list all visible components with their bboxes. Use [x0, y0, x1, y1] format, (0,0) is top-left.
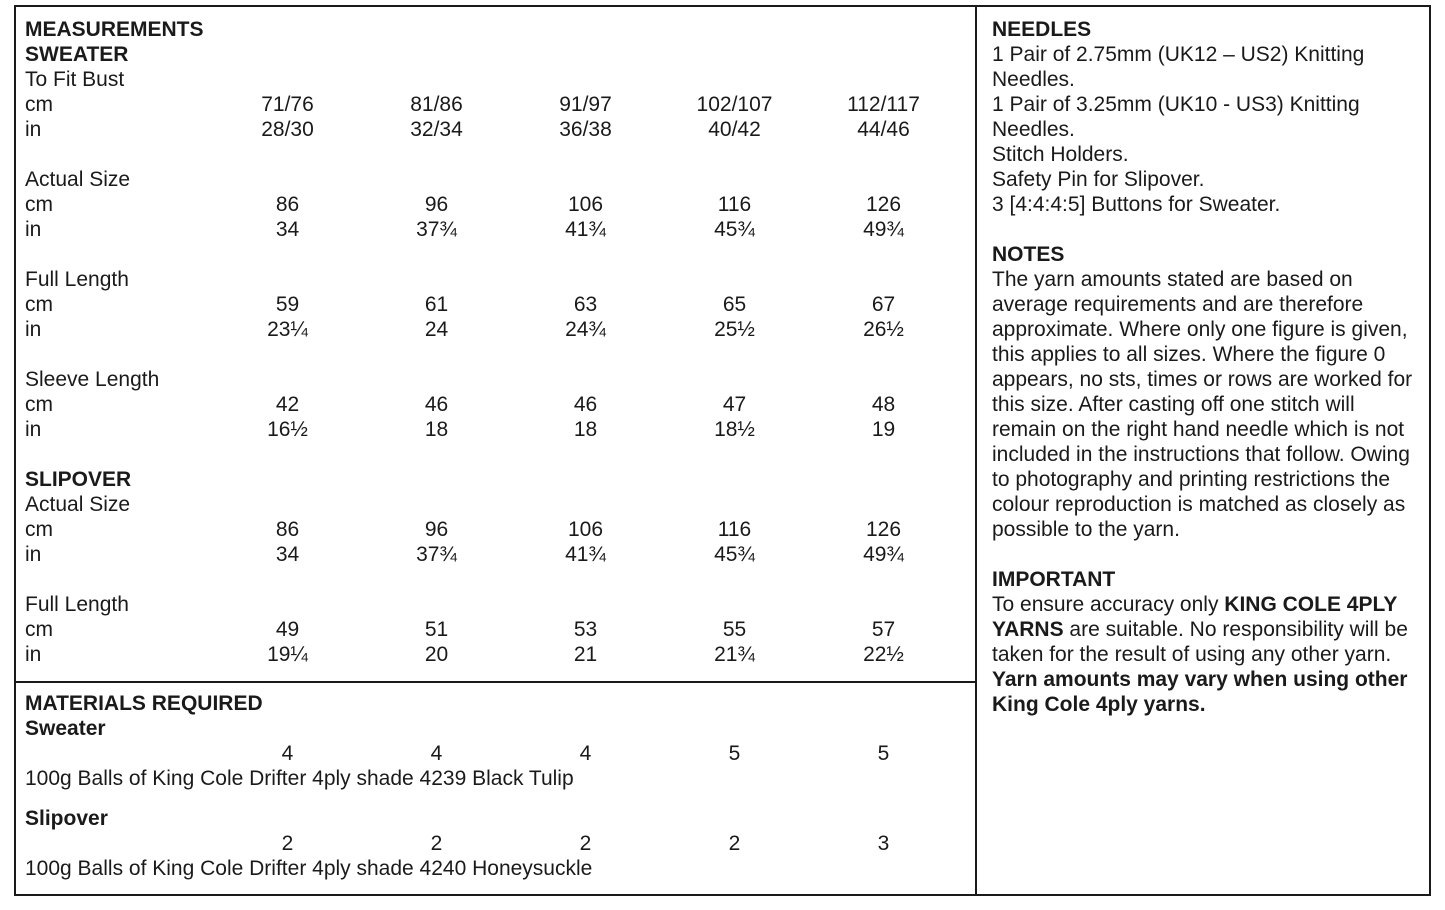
materials-description: 100g Balls of King Cole Drifter 4ply shade 4239 Black Tulip: [25, 767, 574, 790]
measurements-title: MEASUREMENTS: [25, 18, 204, 41]
important-text-after: are suitable. No responsibility will be taken for the result of using any other yarn.: [992, 618, 1408, 666]
measurement-value: 19¼: [267, 643, 308, 666]
needles-line: 1 Pair of 3.25mm (UK10 - US3) Knitting Needles.: [992, 93, 1360, 141]
measurements-section: [16, 7, 975, 681]
measurement-group-full-length: [25, 267, 975, 342]
unit-label: cm: [25, 518, 53, 541]
measurement-label: Full Length: [25, 268, 129, 291]
unit-label: in: [25, 418, 42, 441]
measurement-group-sleeve-length: [25, 367, 975, 442]
materials-description: 100g Balls of King Cole Drifter 4ply shade 4240 Honeysuckle: [25, 857, 593, 880]
measurement-value: 37¾: [416, 218, 457, 241]
measurement-value: 86: [275, 518, 300, 541]
measurement-group-to-fit-bust: [25, 67, 975, 142]
measurement-value: 46: [424, 393, 449, 416]
quantity-value: 2: [281, 832, 294, 855]
empty-cell: [25, 741, 213, 766]
needles-line: Safety Pin for Slipover.: [992, 168, 1205, 191]
measurement-value: 34: [275, 218, 300, 241]
measurement-value: 47: [722, 393, 747, 416]
quantity-value: 5: [728, 742, 741, 765]
measurement-value: 26½: [863, 318, 904, 341]
measurement-group-actual-size: [25, 167, 975, 242]
unit-label: cm: [25, 393, 53, 416]
measurement-value: 44/46: [857, 118, 910, 141]
right-panel: [977, 7, 1429, 894]
materials-garment-slipover: Slipover: [25, 807, 108, 830]
measurement-value: 126: [865, 518, 902, 541]
measurement-value: 71/76: [261, 93, 314, 116]
quantity-value: 4: [281, 742, 294, 765]
measurement-row-cm: [25, 192, 975, 217]
measurement-label: Actual Size: [25, 493, 131, 516]
measurement-value: 48: [871, 393, 896, 416]
measurement-value: 40/42: [708, 118, 761, 141]
quantity-value: 2: [728, 832, 741, 855]
pattern-info-box: [14, 5, 1431, 896]
measurement-value: 32/34: [410, 118, 463, 141]
measurement-value: 19: [871, 418, 896, 441]
slipover-title: SLIPOVER: [25, 468, 132, 491]
measurement-value: 61: [424, 293, 449, 316]
important-text: [992, 592, 1420, 667]
notes-title: NOTES: [992, 243, 1065, 266]
measurement-value: 65: [722, 293, 747, 316]
quantity-value: 5: [877, 742, 890, 765]
measurement-row-in: [25, 117, 975, 142]
empty-cell: [25, 831, 213, 856]
materials-section: [16, 681, 975, 894]
measurement-value: 28/30: [261, 118, 314, 141]
measurement-value: 63: [573, 293, 598, 316]
unit-label: cm: [25, 618, 53, 641]
measurement-value: 106: [567, 518, 604, 541]
measurement-row-in: [25, 642, 975, 667]
measurement-row-cm: [25, 617, 975, 642]
unit-label: cm: [25, 93, 53, 116]
measurement-value: 37¾: [416, 543, 457, 566]
measurement-row-cm: [25, 292, 975, 317]
unit-label: in: [25, 218, 42, 241]
measurement-row-cm: [25, 92, 975, 117]
measurement-group-slipover-actual-size: [25, 492, 975, 567]
measurement-row-in: [25, 542, 975, 567]
measurement-value: 16½: [267, 418, 308, 441]
notes-text: The yarn amounts stated are based on average requirements and are therefore approximate. Where only one figure is given, this applies to all sizes. Where the figure 0 appears, no sts, times or rows are worked for this size. After casting off one stitch will remain on the right hand needle which is not included in the instructions that follow. Owing to photography and printing restrictions the colour reproduction is matched as closely as possible to the yarn.: [992, 268, 1413, 541]
measurement-value: 22½: [863, 643, 904, 666]
measurement-group-slipover-full-length: [25, 592, 975, 667]
needles-line: Stitch Holders.: [992, 143, 1129, 166]
measurement-value: 41¾: [565, 218, 606, 241]
measurement-value: 24¾: [565, 318, 606, 341]
measurement-value: 96: [424, 193, 449, 216]
measurement-value: 91/97: [559, 93, 612, 116]
unit-label: cm: [25, 293, 53, 316]
measurement-label: Actual Size: [25, 168, 131, 191]
measurement-label: To Fit Bust: [25, 68, 125, 91]
needles-line: 1 Pair of 2.75mm (UK12 – US2) Knitting Needles.: [992, 43, 1365, 91]
measurement-value: 116: [717, 193, 752, 216]
unit-label: in: [25, 318, 42, 341]
yarn-footnote: Yarn amounts may vary when using other King Cole 4ply yarns.: [992, 668, 1408, 716]
measurement-value: 53: [573, 618, 598, 641]
needles-title: NEEDLES: [992, 18, 1092, 41]
measurement-value: 106: [567, 193, 604, 216]
measurement-value: 21¾: [714, 643, 755, 666]
measurement-row-cm: [25, 392, 975, 417]
important-text-before: To ensure accuracy only: [992, 593, 1225, 616]
quantity-value: 2: [430, 832, 443, 855]
measurement-value: 59: [275, 293, 300, 316]
quantity-value: 4: [430, 742, 443, 765]
left-panel: [16, 7, 977, 894]
quantity-value: 2: [579, 832, 592, 855]
measurement-value: 57: [871, 618, 896, 641]
measurement-value: 46: [573, 393, 598, 416]
measurement-value: 102/107: [696, 93, 773, 116]
measurement-value: 42: [275, 393, 300, 416]
measurement-row-in: [25, 217, 975, 242]
measurement-value: 45¾: [714, 543, 755, 566]
measurement-value: 67: [871, 293, 896, 316]
measurement-value: 116: [717, 518, 752, 541]
measurement-value: 96: [424, 518, 449, 541]
measurement-label: Full Length: [25, 593, 129, 616]
measurement-value: 51: [424, 618, 449, 641]
measurement-row-cm: [25, 517, 975, 542]
measurement-value: 20: [424, 643, 449, 666]
measurement-value: 18: [573, 418, 598, 441]
measurement-value: 45¾: [714, 218, 755, 241]
measurement-value: 24: [424, 318, 449, 341]
needles-line: 3 [4:4:4:5] Buttons for Sweater.: [992, 193, 1281, 216]
measurement-value: 49¾: [863, 543, 904, 566]
measurement-value: 49¾: [863, 218, 904, 241]
measurement-value: 36/38: [559, 118, 612, 141]
unit-label: in: [25, 643, 42, 666]
important-title: IMPORTANT: [992, 568, 1116, 591]
measurement-value: 41¾: [565, 543, 606, 566]
measurement-value: 81/86: [410, 93, 463, 116]
measurement-value: 25½: [714, 318, 755, 341]
measurement-value: 126: [865, 193, 902, 216]
measurement-value: 18½: [714, 418, 755, 441]
measurement-value: 34: [275, 543, 300, 566]
unit-label: cm: [25, 193, 53, 216]
quantity-value: 4: [579, 742, 592, 765]
measurement-label: Sleeve Length: [25, 368, 160, 391]
materials-quantity-row: [25, 741, 975, 766]
measurement-value: 21: [573, 643, 598, 666]
materials-garment-sweater: Sweater: [25, 717, 106, 740]
important-text-bold: KING COLE 4PLY YARNS: [992, 593, 1398, 641]
materials-quantity-row: [25, 831, 975, 856]
measurement-value: 86: [275, 193, 300, 216]
measurement-row-in: [25, 317, 975, 342]
measurement-value: 49: [275, 618, 300, 641]
sweater-title: SWEATER: [25, 43, 129, 66]
unit-label: in: [25, 543, 42, 566]
measurement-value: 112/117: [847, 93, 920, 116]
measurement-value: 18: [424, 418, 449, 441]
measurement-row-in: [25, 417, 975, 442]
quantity-value: 3: [877, 832, 890, 855]
unit-label: in: [25, 118, 42, 141]
materials-title: MATERIALS REQUIRED: [25, 692, 263, 715]
measurement-value: 23¼: [267, 318, 308, 341]
measurement-value: 55: [722, 618, 747, 641]
